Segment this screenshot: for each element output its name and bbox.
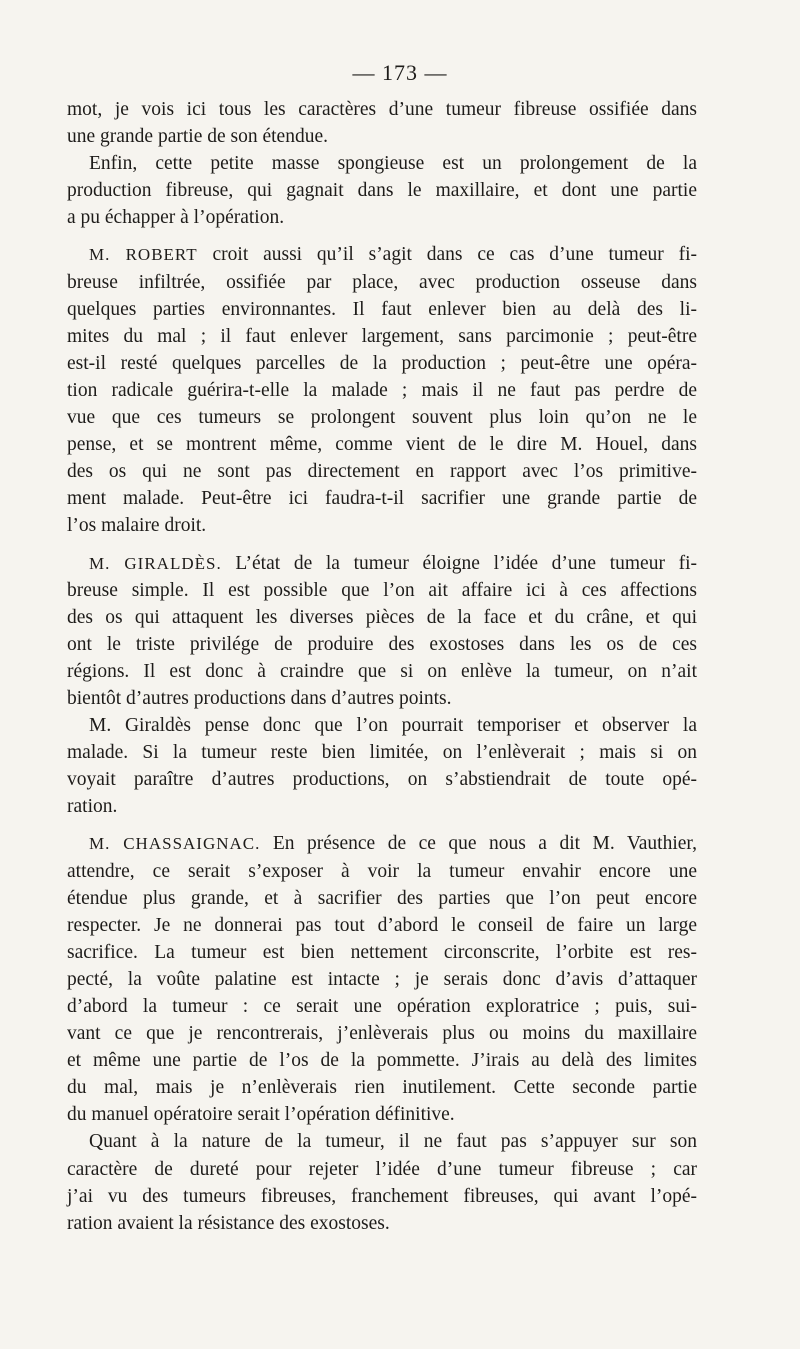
text-line (67, 1101, 697, 1128)
text-line (67, 830, 697, 857)
text-line (67, 912, 697, 939)
paragraph (67, 830, 697, 1128)
line-text: a pu échapper à l’opération. (67, 207, 285, 229)
line-text: respecter. Je ne donnerai pas tout d’abord le conseil de faire un large (67, 914, 697, 936)
paragraph (67, 712, 697, 820)
line-text: breuse infiltrée, ossifiée par place, avec production osseuse dans (67, 271, 697, 293)
line-text: des os qui attaquent les diverses pièces de la face et du crâne, et qui (67, 606, 697, 628)
line-text: En présence de ce que nous a dit M. Vauthier, (272, 833, 697, 855)
paragraph (67, 550, 697, 713)
line-text: ment malade. Peut-être ici faudra-t-il sacrifier une grande partie de (67, 488, 697, 510)
line-text: production fibreuse, qui gagnait dans le maxillaire, et dont une partie (67, 180, 697, 202)
text-line (67, 885, 697, 912)
line-text: caractère de dureté pour rejeter l’idée d’une tumeur fibreuse ; car (67, 1158, 697, 1180)
line-text: L’état de la tumeur éloigne l’idée d’une tumeur fi- (235, 552, 698, 574)
line-text: étendue plus grande, et à sacrifier des parties que l’on peut encore (67, 887, 697, 909)
line-text: ont le triste privilége de produire des exostoses dans les os de ces (67, 633, 697, 655)
text-line (67, 993, 697, 1020)
text-line (67, 604, 697, 631)
line-text: vant ce que je rencontrerais, j’enlèverais plus ou moins du maxillaire (67, 1023, 697, 1045)
text-line (67, 939, 697, 966)
speaker-name: M. ROBERT (89, 245, 198, 265)
text-line (67, 177, 697, 204)
line-text: mites du mal ; il faut enlever largement, sans parcimonie ; peut-être (67, 325, 697, 347)
text-line (67, 1020, 697, 1047)
text-line (67, 96, 697, 123)
text-line (67, 739, 697, 766)
line-text: du manuel opératoire serait l’opération définitive. (67, 1104, 455, 1126)
line-text: ration avaient la résistance des exostoses. (67, 1212, 390, 1234)
text-line (67, 296, 697, 323)
line-text: pense, et se montrent même, comme vient de le dire M. Houel, dans (67, 434, 697, 456)
text-line (67, 150, 697, 177)
text-line (67, 269, 697, 296)
line-text: voyait paraître d’autres productions, on s’abstiendrait de toute opé- (67, 769, 697, 791)
text-line (67, 323, 697, 350)
line-text: vue que ces tumeurs se prolongent souvent plus loin qu’on ne le (67, 407, 697, 429)
text-line (67, 1128, 697, 1155)
text-line (67, 1210, 697, 1237)
text-line (67, 485, 697, 512)
line-text: bientôt d’autres productions dans d’autres points. (67, 687, 452, 709)
line-text: des os qui ne sont pas directement en rapport avec l’os primitive- (67, 461, 697, 483)
line-text: tion radicale guérira-t-elle la malade ; mais il ne faut pas perdre de (67, 379, 697, 401)
text-line (67, 966, 697, 993)
text-line (67, 512, 697, 539)
text-line (67, 1183, 697, 1210)
line-text: Quant à la nature de la tumeur, il ne faut pas s’appuyer sur son (89, 1131, 697, 1153)
text-body (67, 96, 697, 1237)
text-line (67, 1074, 697, 1101)
line-text: l’os malaire droit. (67, 515, 207, 537)
text-line (67, 685, 697, 712)
paragraph (67, 150, 697, 231)
text-line (67, 350, 697, 377)
text-line (67, 793, 697, 820)
text-line (67, 858, 697, 885)
paragraph (67, 241, 697, 539)
line-text: croit aussi qu’il s’agit dans ce cas d’une tumeur fi- (212, 244, 697, 266)
text-line (67, 658, 697, 685)
text-line (67, 766, 697, 793)
line-text: régions. Il est donc à craindre que si on enlève la tumeur, on n’ait (67, 660, 697, 682)
line-text: M. Giraldès pense donc que l’on pourrait temporiser et observer la (89, 715, 697, 737)
text-line (67, 577, 697, 604)
line-text: et même une partie de l’os de la pommette. J’irais au delà des limites (67, 1050, 697, 1072)
line-text: sacrifice. La tumeur est bien nettement circonscrite, l’orbite est res- (67, 941, 697, 963)
paragraph (67, 1128, 697, 1236)
line-text: quelques parties environnantes. Il faut enlever bien au delà des li- (67, 298, 697, 320)
text-line (67, 204, 697, 231)
line-text: une grande partie de son étendue. (67, 126, 328, 148)
speaker-name: M. GIRALDÈS. (89, 553, 222, 573)
text-line (67, 1156, 697, 1183)
text-line (67, 631, 697, 658)
line-text: malade. Si la tumeur reste bien limitée, on l’enlèverait ; mais si on (67, 742, 697, 764)
text-line (67, 404, 697, 431)
text-line (67, 431, 697, 458)
text-line (67, 458, 697, 485)
page-number: — 173 — (352, 60, 448, 85)
line-text: du mal, mais je n’enlèverais rien inutilement. Cette seconde partie (67, 1077, 697, 1099)
line-text: attendre, ce serait s’exposer à voir la tumeur envahir encore une (67, 860, 697, 882)
line-text: pecté, la voûte palatine est intacte ; je serais donc d’avis d’attaquer (67, 968, 697, 990)
speaker-name: M. CHASSAIGNAC. (89, 834, 261, 854)
line-text: est-il resté quelques parcelles de la production ; peut-être une opéra- (67, 352, 697, 374)
line-text: breuse simple. Il est possible que l’on ait affaire ici à ces affections (67, 579, 697, 601)
text-line (67, 1047, 697, 1074)
line-text: mot, je vois ici tous les caractères d’une tumeur fibreuse ossifiée dans (67, 99, 697, 120)
text-line (67, 377, 697, 404)
text-line (67, 123, 697, 150)
text-line (67, 550, 697, 577)
line-text: ration. (67, 796, 118, 818)
line-text: Enfin, cette petite masse spongieuse est un prolongement de la (89, 153, 697, 175)
text-line (67, 712, 697, 739)
paragraph (67, 96, 697, 150)
line-text: d’abord la tumeur : ce serait une opération exploratrice ; puis, sui- (67, 996, 697, 1017)
line-text: j’ai vu des tumeurs fibreuses, franchement fibreuses, qui avant l’opé- (67, 1185, 697, 1207)
text-line (67, 241, 697, 268)
